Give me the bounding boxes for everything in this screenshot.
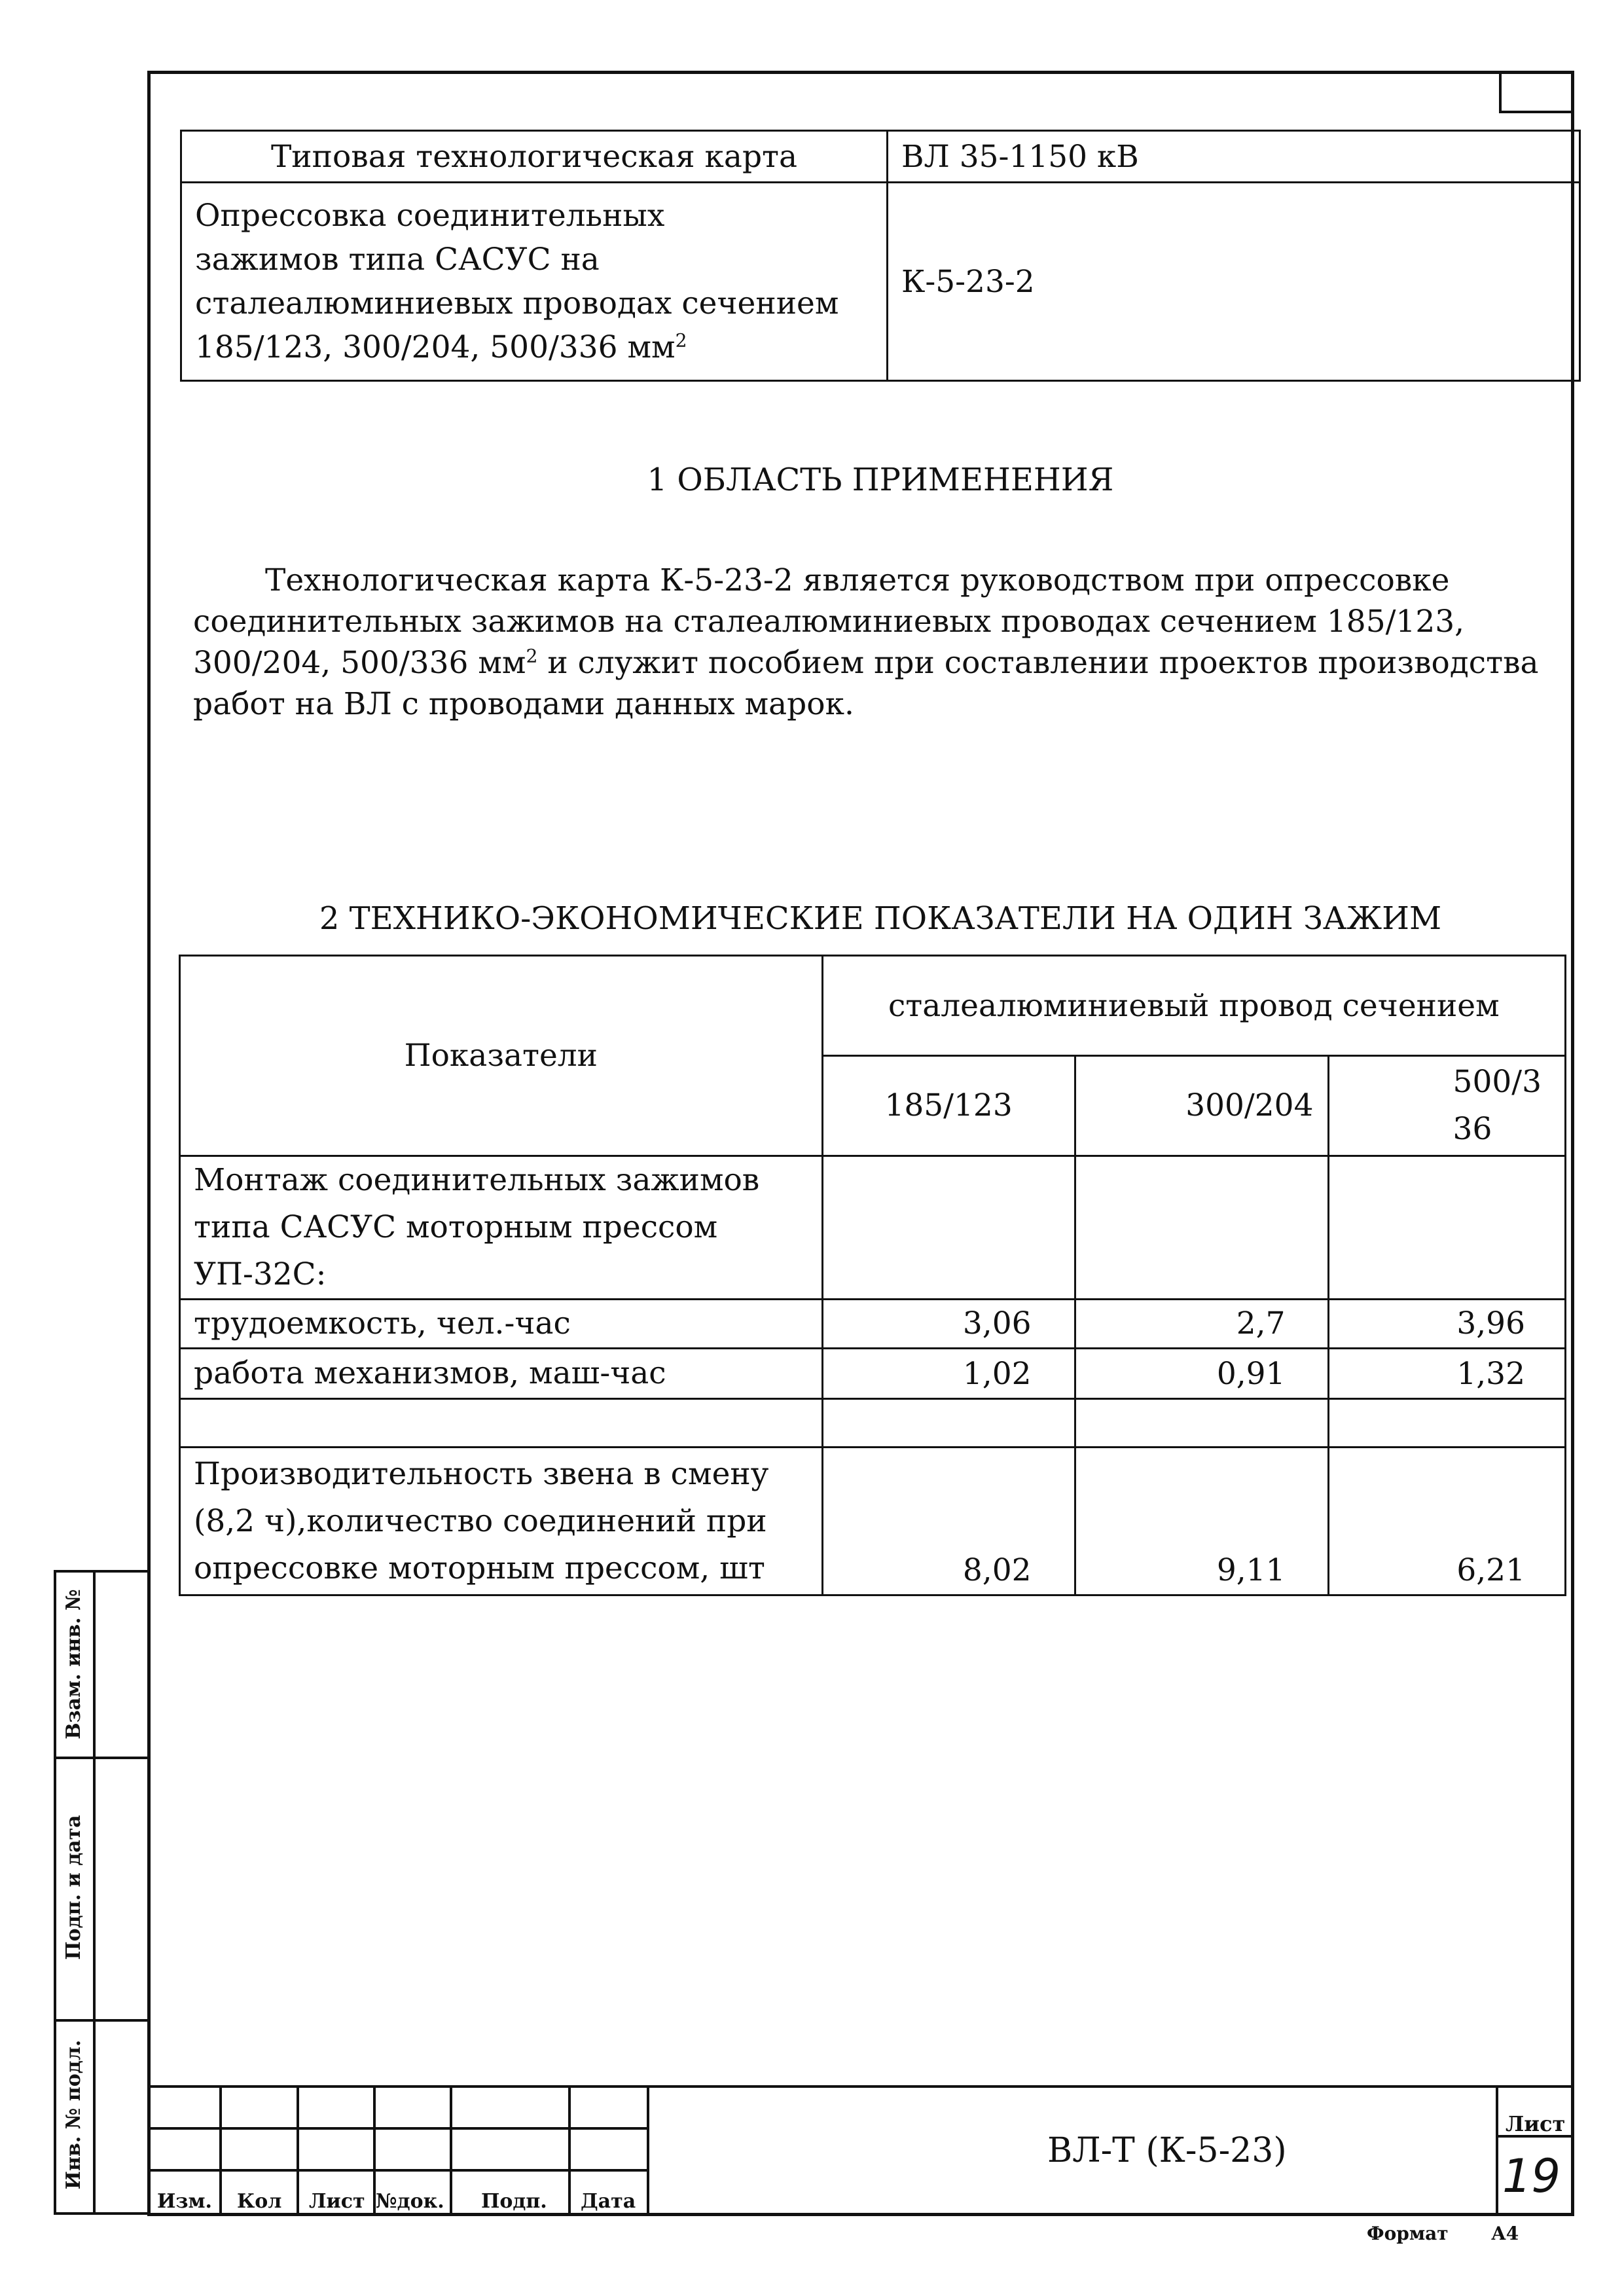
format-label: Формат: [1367, 2223, 1449, 2244]
card-title-text: Опрессовка соединительных зажимов типа САСУС на сталеалюминиевых проводах сечением 185/123, 300/204, 500/336 мм: [195, 198, 839, 365]
cell-value: 2,7: [1075, 1300, 1329, 1349]
cell-value: 9,11: [1075, 1448, 1329, 1595]
cell-value: 1,02: [822, 1349, 1075, 1399]
cell-value: [822, 1399, 1075, 1448]
header-table: [180, 130, 1581, 382]
col-sign: Подп.: [481, 2190, 547, 2213]
sheet-label: Лист: [1506, 2111, 1566, 2136]
table-row: [180, 1349, 1566, 1399]
side-label-inv-original: Инв. № подл.: [62, 2039, 85, 2190]
voltage-range: ВЛ 35-1150 кВ: [888, 131, 1580, 183]
side-stamp: [54, 1570, 147, 2215]
card-type: Типовая технологическая карта: [181, 131, 888, 183]
title-block-col: [1496, 2085, 1498, 2216]
side-label-mutual-inv: Взам. инв. №: [62, 1589, 85, 1740]
section-1-text-a: Технологическая карта К-5-23-2 является руководством при опрессовке соединительных зажимов на сталеалюминиевых проводах сечением 185/123, 300/204, 500/336 мм: [193, 562, 1465, 681]
col-change: Изм.: [157, 2190, 212, 2213]
section-1-text-b: и служит пособием при составлении проектов производства работ на ВЛ с проводами данных марок.: [193, 645, 1539, 722]
side-stamp-bottom: [54, 2212, 147, 2215]
col-doc: №док.: [376, 2190, 444, 2213]
cell-value: [1075, 1156, 1329, 1300]
row-label: трудоемкость, чел.-час: [180, 1300, 823, 1349]
section-header-1: 185/123: [822, 1056, 1075, 1156]
row-label: Производительность звена в смену (8,2 ч),количество соединений при опрессовке моторным прессом, шт: [180, 1448, 823, 1595]
section-header-2: 300/204: [1075, 1056, 1329, 1156]
title-block-col: [450, 2085, 452, 2216]
title-block-col: [297, 2085, 299, 2216]
section-1-text: [193, 560, 1581, 725]
title-block-col: [647, 2085, 649, 2216]
table-row: [180, 1156, 1566, 1300]
corner-tab: [1499, 71, 1574, 113]
row-label: [180, 1399, 823, 1448]
row-label: работа механизмов, маш-час: [180, 1349, 823, 1399]
table-row: [180, 1448, 1566, 1595]
side-stamp-divider: [93, 1570, 96, 2215]
side-stamp-border: [54, 1570, 56, 2215]
cell-value: 1,32: [1329, 1349, 1566, 1399]
sheet-number: 19: [1502, 2149, 1561, 2203]
section-header-3-text: 500/3 36: [1453, 1064, 1542, 1147]
format-value: А4: [1491, 2223, 1519, 2244]
table-row: [180, 1300, 1566, 1349]
col-indicators-header: Показатели: [180, 956, 823, 1156]
col-count: Кол: [237, 2190, 282, 2213]
section-2-heading: 2 ТЕХНИКО-ЭКОНОМИЧЕСКИЕ ПОКАЗАТЕЛИ НА ОДИН ЗАЖИМ: [319, 900, 1442, 937]
cell-value: 6,21: [1329, 1448, 1566, 1595]
title-block-col: [219, 2085, 222, 2216]
indicators-table: [179, 955, 1566, 1596]
cell-value: 3,06: [822, 1300, 1075, 1349]
title-block-top: [147, 2085, 1574, 2088]
cell-value: [822, 1156, 1075, 1300]
cell-value: [1329, 1399, 1566, 1448]
section-header-3: [1329, 1056, 1566, 1156]
section-1-heading: 1 ОБЛАСТЬ ПРИМЕНЕНИЯ: [647, 462, 1114, 498]
title-block-row-2: [147, 2169, 647, 2172]
group-header: сталеалюминиевый провод сечением: [822, 956, 1565, 1056]
table-row: [180, 1399, 1566, 1448]
cell-value: 8,02: [822, 1448, 1075, 1595]
cell-value: [1075, 1399, 1329, 1448]
title-block-row-1: [147, 2127, 647, 2130]
card-title: [181, 183, 888, 381]
card-code: К-5-23-2: [888, 183, 1580, 381]
col-date: Дата: [581, 2190, 636, 2213]
title-block-col: [568, 2085, 571, 2216]
side-label-sign-date: Подп. и дата: [62, 1815, 85, 1960]
card-title-sup: 2: [675, 329, 687, 352]
document-code: ВЛ-Т (К-5-23): [1047, 2131, 1287, 2170]
cell-value: [1329, 1156, 1566, 1300]
cell-value: 3,96: [1329, 1300, 1566, 1349]
row-label: Монтаж соединительных зажимов типа САСУС моторным прессом УП-32С:: [180, 1156, 823, 1300]
cell-value: 0,91: [1075, 1349, 1329, 1399]
col-sheet: Лист: [309, 2190, 365, 2213]
section-1-text-sup: 2: [526, 645, 538, 667]
